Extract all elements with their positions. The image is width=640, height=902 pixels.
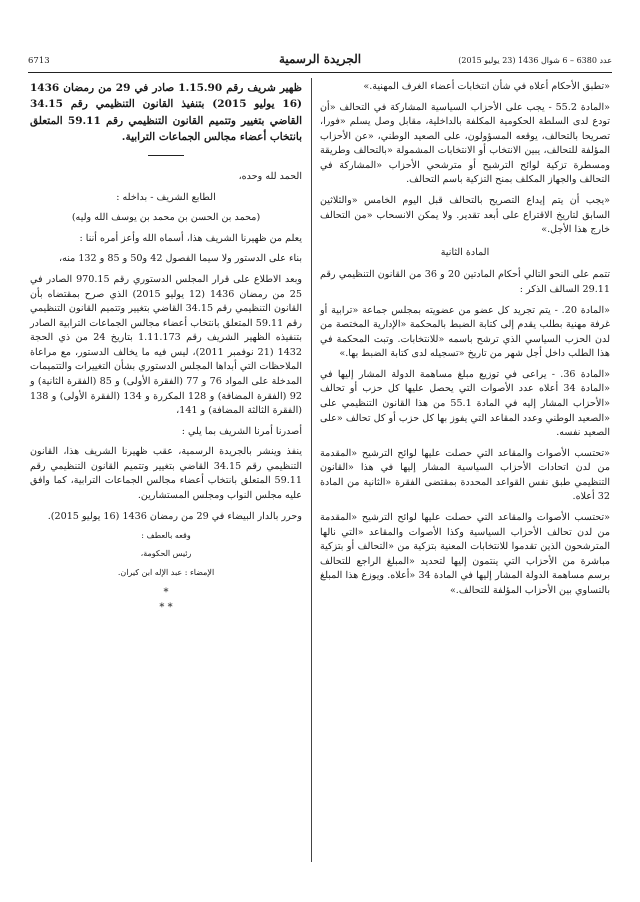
announcement: يعلم من ظهيرنا الشريف هذا، أسماه الله وأعز أمره أننا : — [79, 232, 302, 244]
signature: الإمضاء : عبد الإله ابن كيران. — [117, 567, 215, 577]
order-text: ينفذ وينشر بالجريدة الرسمية، عقب ظهيرنا الشريف هذا، القانون التنظيمي رقم 34.15 القاضي بتغيير وتتميم القانون التنظيمي رقم 59.11 المتعلق بانتخاب أعضاء مجالس الجماعات الترابية، كما وافق عليه مجلس النواب ومجلس المستشارين. — [30, 446, 303, 502]
countersign-label: وقعه بالعطف : — [141, 531, 191, 541]
paragraph: تتمم على النحو التالي أحكام المادتين 20 و 36 من القانون التنظيمي رقم 29.11 السالف الذكر : — [320, 269, 610, 295]
issue-info: عدد 6380 – 6 شوال 1436 (23 يوليو 2015) — [458, 56, 612, 65]
paragraph: «المادة 55.2 - يجب على الأحزاب السياسية المشاركة في التحالف «أن تودع لدى السلطة الحكومية المكلفة بالداخلية، مقابل وصل يسلم «فورا، تصريحا بالتحالف، يوقعه المسؤولون، على الصعيد الوطني، «عن الأحزاب المؤلفة للتحالف، يبين الانتخاب أو الانتخابات المشمولة «بالتحالف وطريقة ومسطرة تزكية لوائح الترشيح أو مترشحي الأحزاب «المشاركة في التحالف والجهاز المكلف بمنح التزكية باسم التحالف. — [320, 101, 610, 186]
basis: بناء على الدستور ولا سيما الفصول 42 و50 و 85 و 132 منه، — [59, 253, 302, 265]
pm-title: رئيس الحكومة، — [140, 549, 192, 559]
journal-title: الجريدة الرسمية — [278, 52, 362, 66]
right-column — [320, 80, 610, 605]
paragraph: «المادة 36. - يراعى في توزيع مبلغ مساهمة الدولة المشار إليها في «المادة 34 أعلاه عدد الأصوات التي يحصل عليها كل حزب أو تحالف «الأحزاب المشار إليه في المادة 55.1 من هذا القانون التنظيمي على «الصعيد الوطني وعدد المقاعد التي يفوز بها كل حزب أو كل تحالف «على الصعيد نفسه. — [320, 368, 611, 439]
article-heading: المادة الثانية — [440, 246, 490, 258]
paragraph: «يجب أن يتم إيداع التصريح بالتحالف قبل اليوم الخامس «والثلاثين السابق لتاريخ الاقتراع على أبعد تقدير. ولا يمكن الانسحاب «من التحالف خارج هذا الأجل.» — [320, 195, 610, 236]
signed-at: وحرر بالدار البيضاء في 29 من رمضان 1436 (16 يوليو 2015). — [47, 510, 302, 522]
page-header — [28, 52, 612, 72]
paragraph: «تحتسب الأصوات والمقاعد التي حصلت عليها لوائح الترشيح «المقدمة من لدن اتحادات الأحزاب السياسية المشار إليها في هذا «القانون التنظيمي طبق نفس القواعد المحددة بمقتضى الفقرة «الثانية من المادة 32 أعلاه. — [320, 447, 610, 503]
page-number: 6713 — [28, 56, 50, 66]
paragraph: «تحتسب الأصوات والمقاعد التي حصلت عليها لوائح الترشيح «المقدمة من لدن تحالف الأحزاب السياسية وكذا الأصوات والمقاعد «التي نالها المترشحون الذين تقدموا للانتخابات المعنية بتزكية من «التحالف أو بتزكية مباشرة من الأحزاب التي ينتمون إليها لتحديد «المبلغ الراجع للتحالف برسم مساهمة الدولة المشار إليها في المادة 34 «أعلاه. ويوزع هذا المبلغ بالتساوي بين الأحزاب المؤلفة للتحالف.» — [320, 512, 610, 596]
title-divider — [148, 155, 184, 156]
left-column — [30, 80, 302, 615]
praise-line: الحمد لله وحده، — [238, 171, 302, 183]
paragraph: «المادة 20. - يتم تجريد كل عضو من عضويته بمجلس جماعة «ترابية أو غرفة مهنية بطلب يقدم إلى كتابة الضبط بالمحكمة «الإدارية المختصة من لدن الحزب السياسي الذي ترشح باسمه «للانتخابات. وتبت المحكمة في هذا الطلب داخل أجل شهر من تاريخ «تسجيله لدى كتابة الضبط بها.» — [320, 304, 610, 360]
dahir-title: ظهير شريف رقم 1.15.90 صادر في 29 من رمضان 1436 (16 يوليو 2015) بتنفيذ القانون التنظيمي رقم 34.15 القاضي بتغيير وتتميم القانون التنظيمي رقم 59.11 المتعلق بانتخاب أعضاء مجالس الجماعات الترابية. — [30, 82, 302, 143]
paragraph: «تطبق الأحكام أعلاه في شأن انتخابات أعضاء الغرف المهنية.» — [363, 81, 610, 92]
order-intro: أصدرنا أمرنا الشريف بما يلي : — [181, 425, 302, 437]
stars-separator: * * — [159, 601, 173, 613]
column-divider — [311, 78, 312, 862]
header-divider — [28, 72, 612, 73]
stars-separator: * — [163, 586, 169, 598]
review: وبعد الاطلاع على قرار المجلس الدستوري رقم 970.15 الصادر في 25 من رمضان 1436 (12 يوليو 2015) الذي صرح بمقتضاه بأن القانون التنظيمي رقم 34.15 القاضي بتغيير وتتميم القانون التنظيمي رقم 59.11 المتعلق بانتخاب أعضاء مجالس الجماعات الترابية الصادر بتنفيذه الظهير الشريف رقم 1.11.173 بتاريخ 24 من ذي الحجة 1432 (21 نوفمبر 2011)، ليس فيه ما يخالف الدستور، مع مراعاة الملاحظات التي أبداها المجلس الدستوري بشأن التغييرات والتتميمات المدخلة على المواد 76 و 77 (الفقرة الأولى) و 85 (الفقرة الثانية) و 92 (الفقرة المضافة) و 128 المكررة و 134 (الفقرة الأولى) و 138 (الفقرة الثالثة المضافة) و 141، — [30, 273, 303, 417]
seal-label: الطابع الشريف - بداخله : — [116, 191, 216, 203]
seal-name: (محمد بن الحسن بن محمد بن يوسف الله وليه) — [71, 212, 261, 224]
